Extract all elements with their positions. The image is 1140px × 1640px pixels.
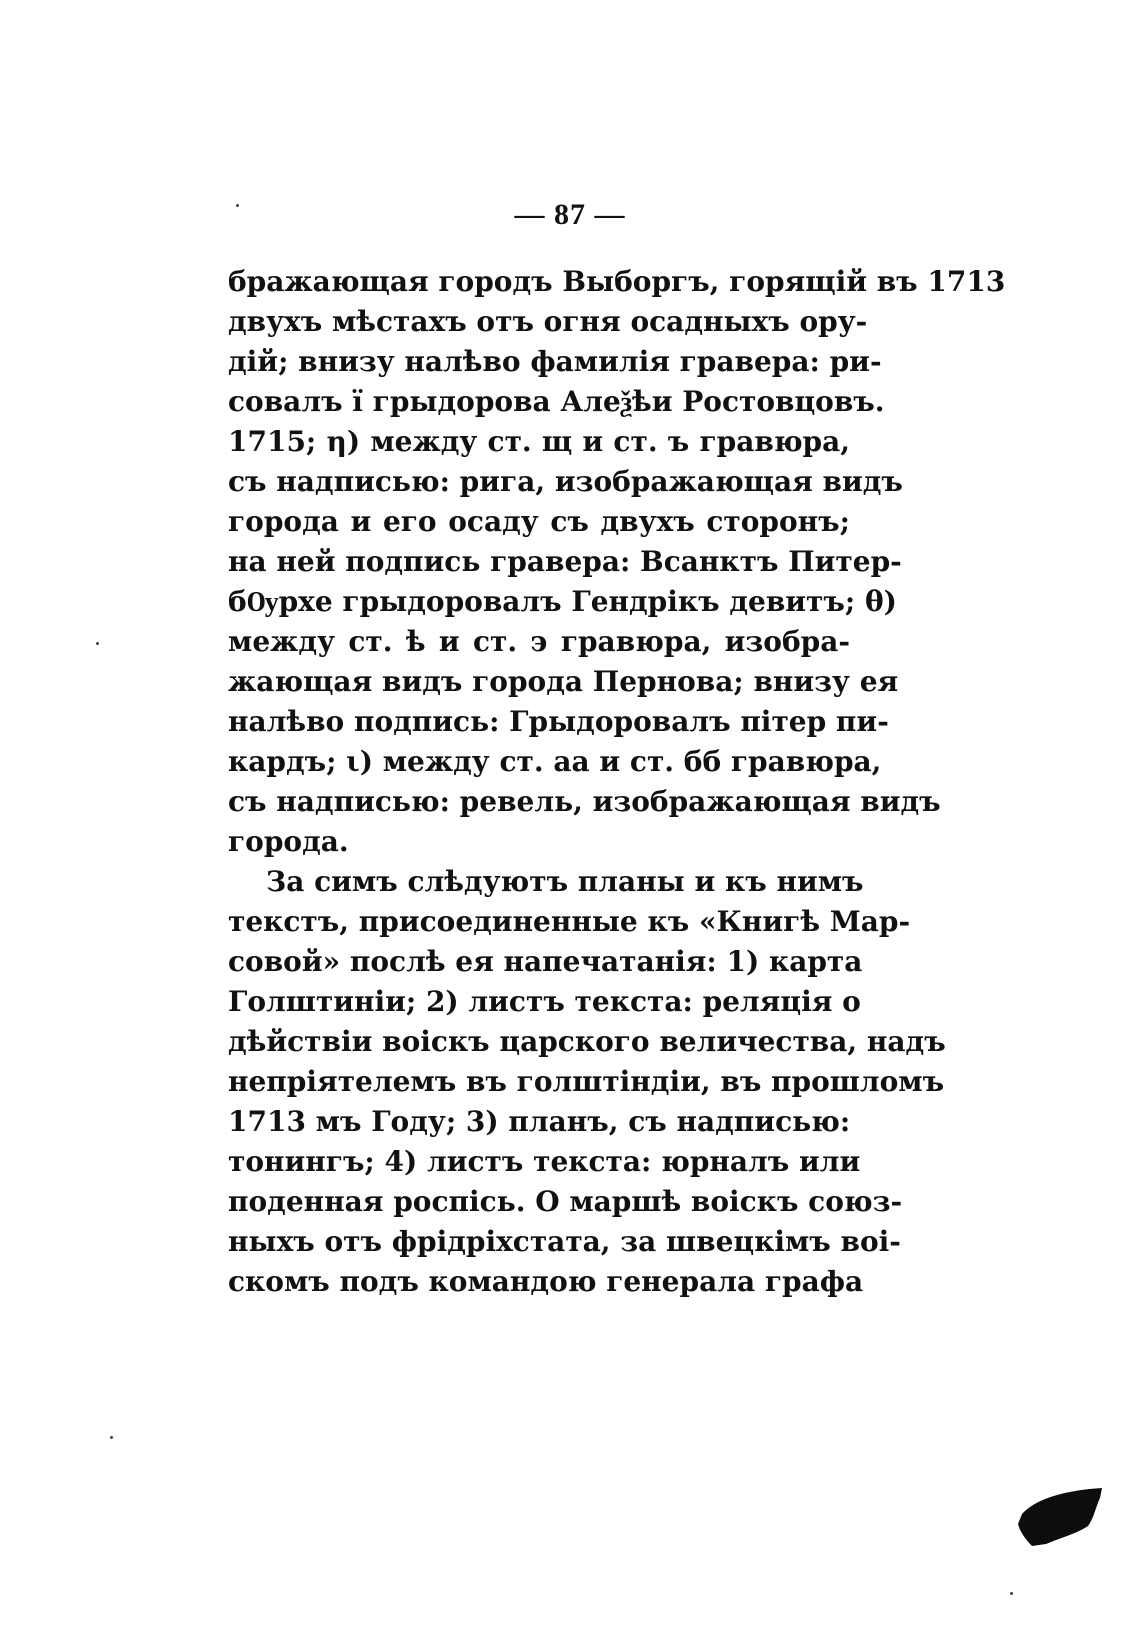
text-line: совалъ ї грыдорова Алеѯѣи Ростовцовъ. <box>228 385 885 418</box>
text-line: скомъ подъ командою генерала графа <box>228 1265 864 1298</box>
text-line: двухъ мѣстахъ отъ огня осадныхъ ору- <box>228 305 868 338</box>
ink-blot-mark <box>1016 1484 1106 1548</box>
body-text <box>228 262 1006 1302</box>
text-line: тонингъ; 4) листъ текста: юрналъ или <box>228 1145 861 1178</box>
text-line: налѣво подпись: Грыдоровалъ пітер пи- <box>228 705 889 738</box>
text-line: бражающая городъ Выборгъ, горящій въ 1713 <box>228 265 1006 298</box>
text-line: бѸрхе грыдоровалъ Гендрікъ девитъ; θ) <box>228 585 897 618</box>
text-line: дѣйствіи воіскъ царского величества, надъ <box>228 1025 946 1058</box>
page-number: — 87 — <box>514 198 626 231</box>
text-line: съ надписью: ревель, изображающая видъ <box>228 785 941 818</box>
text-line: на ней подпись гравера: Всанктъ Питер- <box>228 545 902 578</box>
text-line: Голштиніи; 2) листъ текста: реляція о <box>228 985 861 1018</box>
text-line: ныхъ отъ фрідріхстата, за швецкімъ воі- <box>228 1225 901 1258</box>
text-line: кардъ; ι) между ст. аа и ст. бб гравюра, <box>228 745 882 778</box>
paragraph-start-line: За симъ слѣдуютъ планы и къ нимъ <box>266 865 864 898</box>
text-line: жающая видъ города Пернова; внизу ея <box>228 665 899 698</box>
text-line: города и его осаду съ двухъ сторонъ; <box>228 505 850 538</box>
scan-speck <box>236 204 239 207</box>
text-line: поденная роспісь. О маршѣ воіскъ союз- <box>228 1185 903 1218</box>
scan-speck <box>110 1436 113 1439</box>
text-line: совой» послѣ ея напечатанія: 1) карта <box>228 945 863 978</box>
text-line: между ст. ѣ и ст. э гравюра, изобра- <box>228 625 850 658</box>
text-line: непріятелемъ въ голштіндіи, въ прошломъ <box>228 1065 945 1098</box>
text-line: 1715; η) между ст. щ и ст. ъ гравюра, <box>228 425 850 458</box>
scan-speck <box>96 642 99 645</box>
text-line: текстъ, присоединенные къ «Книгѣ Мар- <box>228 905 911 938</box>
text-line: дій; внизу налѣво фамилія гравера: ри- <box>228 345 882 378</box>
text-line: 1713 мъ Году; 3) планъ, съ надписью: <box>228 1105 851 1138</box>
scan-speck <box>1010 1592 1013 1595</box>
text-line: съ надписью: рига, изображающая видъ <box>228 465 903 498</box>
paragraph-end-line: города. <box>228 825 349 858</box>
